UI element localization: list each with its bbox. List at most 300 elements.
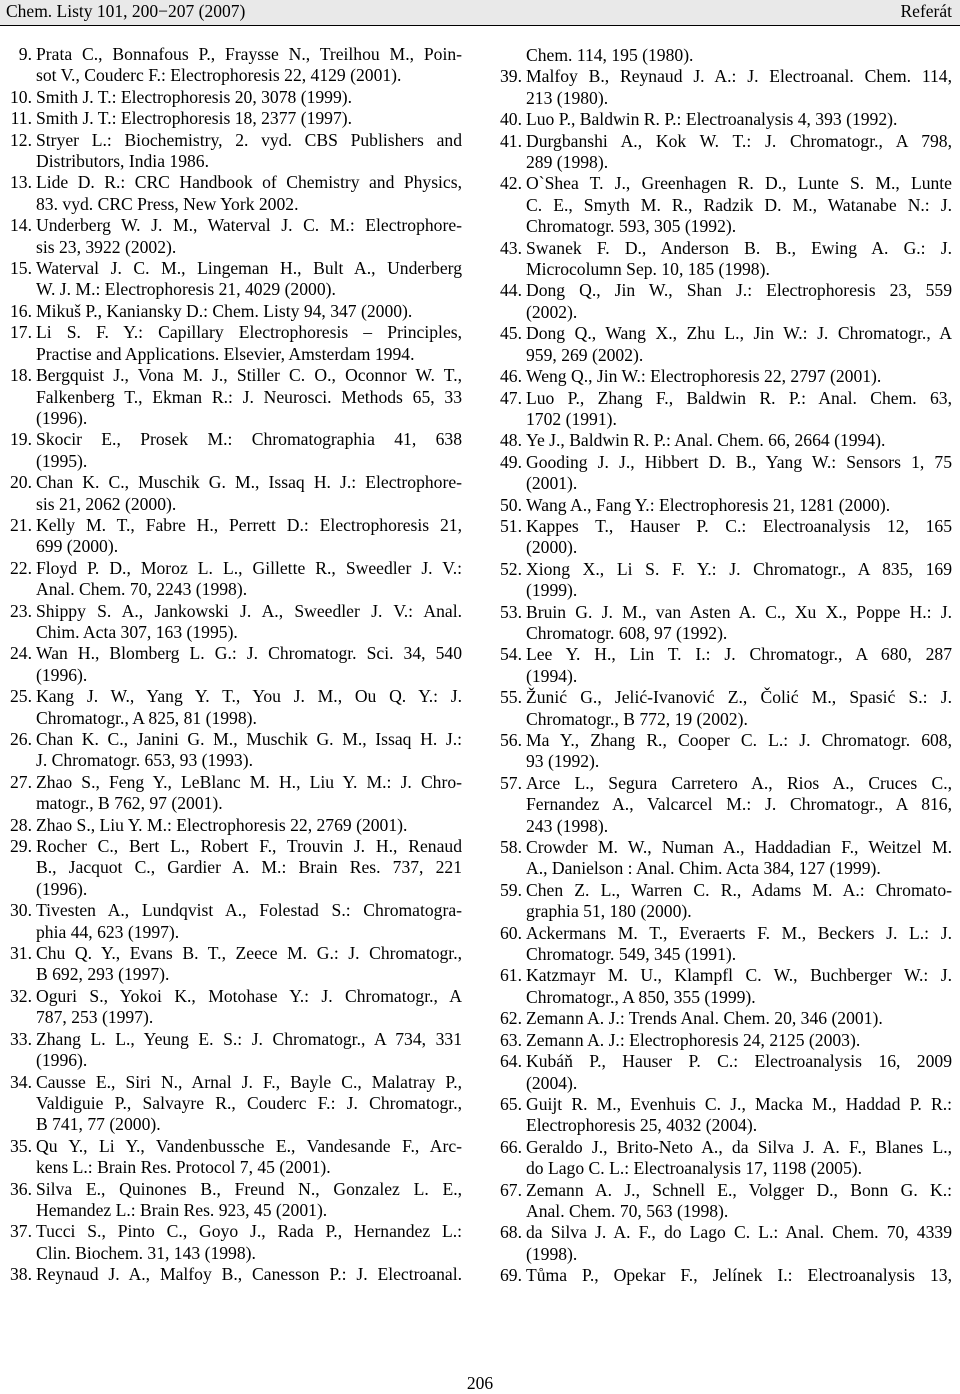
references-left-column [8,44,462,1286]
reference-number: 20. [10,472,32,493]
reference-item [8,601,462,644]
reference-text [526,1008,952,1029]
reference-text [36,686,462,729]
reference-item [498,66,952,109]
reference-item [498,730,952,773]
reference-item [498,602,952,645]
reference-item [8,1072,462,1136]
reference-number: 54. [500,644,522,665]
reference-number: 40. [500,109,522,130]
reference-line: (2002). [526,301,578,322]
reference-number: 30. [10,900,32,921]
reference-line: Skocir E., Prosek M.: Chromatographia 41, 638 [36,429,462,450]
reference-number: 28. [10,814,32,835]
reference-text [526,45,952,66]
reference-line: Distributors, India 1986. [36,151,209,172]
reference-line: kens L.: Brain Res. Protocol 7, 45 (2001). [36,1157,331,1178]
reference-item [498,1030,952,1051]
reference-text [36,472,462,515]
reference-item [8,686,462,729]
reference-number: 60. [500,922,522,943]
reference-item [8,429,462,472]
reference-line: sot V., Couderc F.: Electrophoresis 22, 4129 (2001). [36,65,402,86]
reference-line: sis 23, 3922 (2002). [36,236,177,257]
reference-line: Causse E., Siri N., Arnal J. F., Bayle C., Malatray P., [36,1071,462,1092]
reference-text [36,601,462,644]
reference-number: 16. [10,300,32,321]
reference-line: Floyd P. D., Moroz L. L., Gillette R., Sweedler J. V.: [36,557,462,578]
reference-line: Geraldo J., Brito-Neto A., da Silva J. A. F., Blanes L., [526,1136,952,1157]
reference-number: 48. [500,430,522,451]
running-header [0,0,960,26]
reference-line: Qu Y., Li Y., Vandenbussche E., Vandesande F., Arc- [36,1135,462,1156]
reference-text [526,602,952,645]
reference-number: 61. [500,965,522,986]
reference-line: Clin. Biochem. 31, 143 (1998). [36,1242,256,1263]
reference-item [498,238,952,281]
reference-line: Anal. Chem. 70, 2243 (1998). [36,579,248,600]
reference-line: (1995). [36,450,88,471]
reference-number: 69. [500,1265,522,1286]
reference-line: Guijt R. M., Evenhuis C. J., Macka M., Haddad P. R.: [526,1093,952,1114]
reference-item [8,172,462,215]
reference-item [498,516,952,559]
reference-line: Falkenberg T., Ekman R.: J. Neurosci. Methods 65, 33 [36,386,462,407]
reference-line: da Silva J. A. F., do Lago C. L.: Anal. Chem. 70, 4339 [526,1222,952,1243]
reference-line: Kelly M. T., Fabre H., Perrett D.: Electrophoresis 21, [36,514,462,535]
reference-number: 43. [500,237,522,258]
reference-item [498,1051,952,1094]
reference-line: Chu Q. Y., Evans B. T., Zeece M. G.: J. Chromatogr., [36,943,462,964]
reference-item [8,986,462,1029]
reference-line: Durgbanshi A., Kok W. T.: J. Chromatogr., A 798, [526,130,952,151]
reference-item [8,130,462,173]
reference-line: Zhao S., Feng Y., LeBlanc M. H., Liu Y. M.: J. Chro- [36,771,462,792]
reference-line: Chromatogr. 593, 305 (1992). [526,216,737,237]
reference-line: Oguri S., Yokoi K., Motohase Y.: J. Chromatogr., A [36,985,462,1006]
reference-item [498,495,952,516]
reference-line: Xiong X., Li S. F. Y.: J. Chromatogr., A 835, 169 [526,558,952,579]
reference-number: 17. [10,322,32,343]
reference-number: 53. [500,601,522,622]
reference-text [526,131,952,174]
reference-line: Bruin G. J. M., van Asten A. C., Xu X., Poppe H.: J. [526,601,952,622]
reference-number: 37. [10,1221,32,1242]
reference-text [36,322,462,365]
reference-line: Gooding J. J., Hibbert D. B., Yang W.: Sensors 1, 75 [526,451,952,472]
reference-line: Tůma P., Opekar F., Jelínek I.: Electroanalysis 13, [526,1265,952,1286]
reference-number: 29. [10,836,32,857]
reference-line: Tivesten A., Lundqvist A., Folestad S.: Chromatogra- [36,900,462,921]
reference-line: 213 (1980). [526,87,609,108]
reference-text [526,173,952,237]
reference-number: 44. [500,280,522,301]
reference-text [526,1094,952,1137]
reference-line: Kubáň P., Hauser P. C.: Electroanalysis 16, 2009 [526,1051,952,1072]
reference-item [8,836,462,900]
reference-text [526,773,952,837]
reference-number: 15. [10,258,32,279]
reference-item [8,729,462,772]
reference-text [36,643,462,686]
reference-text [526,430,952,451]
reference-item [498,280,952,323]
reference-item [498,323,952,366]
reference-line: Chen Z. L., Warren C. R., Adams M. A.: Chromato- [526,879,952,900]
reference-text [526,388,952,431]
reference-number: 22. [10,557,32,578]
reference-line: A., Danielson : Anal. Chim. Acta 384, 127 (1999). [526,858,881,879]
reference-line: 83. vyd. CRC Press, New York 2002. [36,193,299,214]
reference-number: 27. [10,771,32,792]
reference-line: Ackermans M. T., Everaerts F. M., Beckers J. L.: J. [526,922,952,943]
reference-line: Electrophoresis 25, 4032 (2004). [526,1115,758,1136]
reference-line: Rocher C., Bert L., Robert F., Trouvin J. H., Renaud [36,836,462,857]
reference-line: 1702 (1991). [526,408,617,429]
reference-line: Katzmayr M. U., Klampfl C. W., Buchberger W.: J. [526,965,952,986]
reference-text [526,644,952,687]
reference-number: 50. [500,494,522,515]
reference-line: (1999). [526,580,578,601]
reference-number: 14. [10,215,32,236]
reference-number: 66. [500,1136,522,1157]
reference-item [8,258,462,301]
reference-text [36,1179,462,1222]
reference-item [8,815,462,836]
reference-text [36,301,462,322]
reference-item [498,965,952,1008]
reference-text [36,986,462,1029]
reference-line: Chromatogr., B 772, 19 (2002). [526,708,748,729]
reference-line: (2000). [526,537,578,558]
reference-text [36,1029,462,1072]
reference-text [36,1221,462,1264]
reference-line: (1996). [36,878,88,899]
reference-line: Kang J. W., Yang Y. T., You J. M., Ou Q. Y.: J. [36,686,462,707]
reference-number: 64. [500,1051,522,1072]
reference-number: 41. [500,130,522,151]
reference-line: sis 21, 2062 (2000). [36,493,177,514]
reference-item [498,923,952,966]
reference-line: Lide D. R.: CRC Handbook of Chemistry and Physics, [36,172,462,193]
reference-text [36,900,462,943]
reference-item [498,45,952,66]
reference-line: Chromatogr. 549, 345 (1991). [526,944,737,965]
reference-item [498,773,952,837]
reference-number: 26. [10,729,32,749]
reference-line: (1996). [36,407,88,428]
reference-line: (1998). [526,1243,578,1264]
reference-line: Chan K. C., Muschik G. M., Issaq H. J.: Electrophore- [36,472,462,493]
reference-text [36,365,462,429]
reference-line: 787, 253 (1997). [36,1007,154,1028]
reference-line: (2004). [526,1072,578,1093]
reference-text [526,323,952,366]
reference-item [8,87,462,108]
reference-text [36,172,462,215]
reference-line: Microcolumn Sep. 10, 185 (1998). [526,259,770,280]
reference-number: 23. [10,600,32,621]
reference-item [498,1137,952,1180]
reference-item [498,388,952,431]
reference-line: Zemann A. J.: Electrophoresis 24, 2125 (2003). [526,1029,861,1050]
reference-line: Practise and Applications. Elsevier, Amsterdam 1994. [36,343,415,364]
reference-line: (1996). [36,664,88,685]
reference-number: 25. [10,686,32,707]
reference-item [498,452,952,495]
reference-number: 32. [10,985,32,1006]
reference-item [8,643,462,686]
reference-line: Chromatogr. 608, 97 (1992). [526,622,728,643]
reference-item [498,837,952,880]
references-right-column [498,45,952,1287]
reference-line: Li S. F. Y.: Capillary Electrophoresis – Principles, [36,322,462,343]
reference-text [36,44,462,87]
reference-line: Hemandez L.: Brain Res. 923, 45 (2001). [36,1199,328,1220]
reference-item [8,1221,462,1264]
reference-line: Malfoy B., Reynaud J. A.: J. Electroanal. Chem. 114, [526,66,952,87]
reference-text [526,238,952,281]
reference-text [36,429,462,472]
reference-item [498,687,952,730]
journal-citation: Chem. Listy 101, 200−207 (2007) [6,1,246,21]
reference-line: Mikuš P., Kaniansky D.: Chem. Listy 94, 347 (2000). [36,300,413,321]
reference-line: C. E., Smyth M. R., Radzik D. M., Watanabe N.: J. [526,194,952,215]
reference-number: 38. [10,1264,32,1285]
reference-item [8,1179,462,1222]
reference-number: 9. [18,44,32,64]
reference-number: 56. [500,730,522,750]
reference-item [498,1180,952,1223]
reference-number: 45. [500,323,522,344]
reference-line: 93 (1992). [526,751,600,772]
reference-line: (1996). [36,1050,88,1071]
reference-text [36,772,462,815]
reference-number: 46. [500,366,522,387]
reference-line: Wan H., Blomberg L. G.: J. Chromatogr. Sci. 34, 540 [36,643,462,664]
reference-item [498,559,952,602]
reference-text [526,923,952,966]
reference-text [526,730,952,773]
reference-text [36,1072,462,1136]
reference-item [8,44,462,87]
reference-line: 289 (1998). [526,152,609,173]
reference-number: 65. [500,1093,522,1114]
reference-text [526,452,952,495]
reference-text [36,943,462,986]
reference-text [36,815,462,836]
reference-text [526,1137,952,1180]
reference-number: 62. [500,1008,522,1029]
reference-line: Swanek F. D., Anderson B. B., Ewing A. G.: J. [526,237,952,258]
reference-item [498,430,952,451]
reference-text [36,215,462,258]
reference-line: Luo P., Zhang F., Baldwin R. P.: Anal. Chem. 63, [526,387,952,408]
reference-line: Valdiguie P., Salvayre R., Couderc F.: J. Chromatogr., [36,1092,462,1113]
reference-line: W. J. M.: Electrophoresis 21, 4029 (2000). [36,279,336,300]
reference-line: (1994). [526,665,578,686]
reference-number: 39. [500,66,522,87]
reference-item [8,943,462,986]
reference-item [498,109,952,130]
reference-number: 18. [10,365,32,386]
reference-number: 63. [500,1029,522,1050]
reference-number: 35. [10,1135,32,1156]
reference-text [526,1222,952,1265]
reference-item [498,1008,952,1029]
reference-text [36,836,462,900]
reference-text [526,880,952,923]
reference-number: 42. [500,173,522,194]
reference-text [526,366,952,387]
reference-line: Ma Y., Zhang R., Cooper C. L.: J. Chromatogr. 608, [526,730,952,750]
reference-number: 51. [500,515,522,536]
reference-line: Reynaud J. A., Malfoy B., Canesson P.: J. Electroanal. [36,1264,462,1285]
reference-item [498,1265,952,1286]
reference-item [8,1264,462,1285]
reference-line: Shippy S. A., Jankowski J. A., Sweedler J. V.: Anal. [36,600,462,621]
reference-text [36,87,462,108]
reference-line: Dong Q., Wang X., Zhu L., Jin W.: J. Chromatogr., A [526,323,952,344]
reference-item [498,1094,952,1137]
reference-number: 55. [500,687,522,708]
reference-text [36,130,462,173]
reference-line: Crowder M. W., Numan A., Haddadian F., Weitzel M. [526,837,952,858]
reference-line: matogr., B 762, 97 (2001). [36,793,223,814]
reference-text [526,965,952,1008]
reference-text [526,1051,952,1094]
reference-number: 12. [10,129,32,150]
reference-line: Wang A., Fang Y.: Electrophoresis 21, 1281 (2000). [526,494,891,515]
reference-number: 11. [10,108,32,129]
reference-number: 24. [10,643,32,664]
reference-line: B 692, 293 (1997). [36,964,170,985]
reference-text [526,280,952,323]
reference-line: Chan K. C., Janini G. M., Muschik G. M., Issaq H. J.: [36,729,462,749]
reference-line: Ye J., Baldwin R. P.: Anal. Chem. 66, 2664 (1994). [526,430,886,451]
reference-number: 34. [10,1071,32,1092]
reference-item [498,366,952,387]
reference-item [498,1222,952,1265]
reference-line: Chromatogr., A 850, 355 (1999). [526,986,756,1007]
reference-line: Waterval J. C. M., Lingeman H., Bult A., Underberg [36,258,462,279]
reference-number: 52. [500,558,522,579]
reference-line: Bergquist J., Vona M. J., Stiller C. O., Oconnor W. T., [36,365,462,386]
page-number: 206 [466,1373,494,1393]
reference-line: Kappes T., Hauser P. C.: Electroanalysis 12, 165 [526,515,952,536]
reference-line: Zhao S., Liu Y. M.: Electrophoresis 22, 2769 (2001). [36,814,408,835]
reference-item [8,215,462,258]
reference-line: do Lago C. L.: Electroanalysis 17, 1198 (2005). [526,1158,863,1179]
reference-item [8,772,462,815]
reference-line: Dong Q., Jin W., Shan J.: Electrophoresis 23, 559 [526,280,952,301]
reference-text [526,495,952,516]
reference-number: 31. [10,943,32,964]
reference-line: Chromatogr., A 825, 81 (1998). [36,707,257,728]
reference-item [8,301,462,322]
reference-text [36,558,462,601]
reference-line: 959, 269 (2002). [526,344,644,365]
reference-item [8,472,462,515]
reference-line: Prata C., Bonnafous P., Fraysse N., Treilhou M., Poin- [36,44,462,64]
reference-line: graphia 51, 180 (2000). [526,901,692,922]
reference-item [8,365,462,429]
reference-item [8,1136,462,1179]
reference-item [498,173,952,237]
reference-text [526,559,952,602]
reference-text [526,516,952,559]
reference-line: Žunić G., Jelić-Ivanović Z., Čolić M., Spasić S.: J. [526,687,952,708]
reference-line: Lee Y. H., Lin T. I.: J. Chromatogr., A 680, 287 [526,644,952,665]
reference-line: Anal. Chem. 70, 563 (1998). [526,1200,729,1221]
reference-line: Smith J. T.: Electrophoresis 20, 3078 (1999). [36,86,353,107]
reference-text [36,1136,462,1179]
reference-line: Underberg W. J. M., Waterval J. C. M.: Electrophore- [36,215,462,236]
reference-text [526,687,952,730]
reference-line: Arce L., Segura Carretero A., Rios A., Cruces C., [526,772,952,793]
reference-number: 33. [10,1028,32,1049]
reference-text [36,729,462,772]
reference-item [498,644,952,687]
reference-number: 68. [500,1222,522,1243]
reference-line: J. Chromatogr. 653, 93 (1993). [36,750,253,771]
reference-line: Zemann A. J.: Trends Anal. Chem. 20, 346 (2001). [526,1008,883,1029]
reference-line: Fernandez A., Valcarcel M.: J. Chromatogr., A 816, [526,794,952,815]
reference-text [526,66,952,109]
reference-number: 10. [10,86,32,107]
reference-number: 13. [10,172,32,193]
reference-text [36,1264,462,1285]
reference-line: Weng Q., Jin W.: Electrophoresis 22, 2797 (2001). [526,366,882,387]
reference-line: phia 44, 623 (1997). [36,921,180,942]
reference-item [8,322,462,365]
reference-line: O`Shea T. J., Greenhagen R. D., Lunte S. M., Lunte [526,173,952,194]
reference-item [8,108,462,129]
reference-line: Luo P., Baldwin R. P.: Electroanalysis 4, 393 (1992). [526,109,898,130]
reference-number: 21. [10,514,32,535]
reference-item [498,880,952,923]
reference-line: 699 (2000). [36,536,119,557]
reference-line: 243 (1998). [526,815,609,836]
reference-number: 58. [500,837,522,858]
section-label: Referát [900,1,952,21]
reference-text [36,515,462,558]
reference-line: Chem. 114, 195 (1980). [526,45,694,65]
reference-number: 47. [500,387,522,408]
reference-text [36,258,462,301]
reference-line: Zemann A. J., Schnell E., Volgger D., Bonn G. K.: [526,1179,952,1200]
reference-line: B., Jacquot C., Gardier A. M.: Brain Res. 737, 221 [36,857,462,878]
reference-line: Stryer L.: Biochemistry, 2. vyd. CBS Publishers and [36,129,462,150]
reference-line: Chim. Acta 307, 163 (1995). [36,621,238,642]
reference-item [8,1029,462,1072]
reference-text [526,1030,952,1051]
reference-number: 49. [500,451,522,472]
reference-number: 67. [500,1179,522,1200]
reference-number: 19. [10,429,32,450]
reference-item [8,558,462,601]
reference-line: Silva E., Quinones B., Freund N., Gonzalez L. E., [36,1178,462,1199]
reference-text [526,837,952,880]
reference-item [498,131,952,174]
reference-item [8,900,462,943]
reference-number: 36. [10,1178,32,1199]
reference-text [526,1265,952,1286]
reference-text [36,108,462,129]
reference-item [8,515,462,558]
reference-text [526,109,952,130]
reference-text [526,1180,952,1223]
